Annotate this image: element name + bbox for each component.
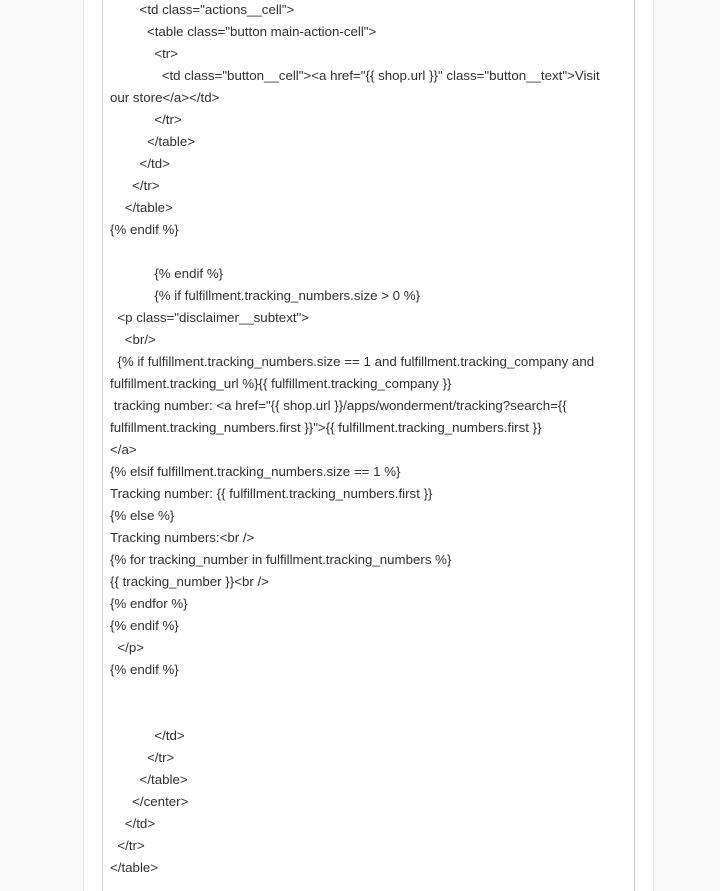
code-line-21: </a> — [110, 442, 137, 457]
code-line-23: Tracking number: {{ fulfillment.tracking_numbers.first }} — [110, 486, 433, 501]
code-line-4: <td class="button__cell"><a href="{{ shop.url }}" class="button__text">Visit — [110, 68, 600, 83]
code-line-15: <p class="disclaimer__subtext"> — [110, 310, 310, 325]
code-lines — [110, 0, 626, 879]
code-line-7: </table> — [110, 134, 196, 149]
code-line-36: </table> — [110, 772, 188, 787]
code-line-32 — [110, 681, 626, 703]
code-line-38: </td> — [110, 816, 156, 831]
code-line-10: </table> — [110, 200, 173, 215]
code-line-9: </tr> — [110, 178, 160, 193]
code-line-24: {% else %} — [110, 508, 175, 523]
code-line-27: {{ tracking_number }}<br /> — [110, 574, 269, 589]
code-line-1: <td class="actions__cell"> — [110, 2, 295, 17]
code-line-40: </table> — [110, 860, 159, 875]
code-line-2: <table class="button main-action-cell"> — [110, 24, 377, 39]
code-line-33 — [110, 703, 626, 725]
code-line-8: </td> — [110, 156, 170, 171]
code-editor[interactable] — [102, 0, 635, 891]
code-line-22: {% elsif fulfillment.tracking_numbers.size == 1 %} — [110, 464, 401, 479]
code-line-26: {% for tracking_number in fulfillment.tracking_numbers %} — [110, 552, 452, 567]
code-line-31: {% endif %} — [110, 662, 179, 677]
code-line-25: Tracking numbers:<br /> — [110, 530, 255, 545]
code-line-3: <tr> — [110, 46, 178, 61]
code-line-6: </tr> — [110, 112, 182, 127]
code-line-14: {% if fulfillment.tracking_numbers.size > 0 %} — [110, 288, 421, 303]
code-line-29: {% endif %} — [110, 618, 179, 633]
code-line-37: </center> — [110, 794, 189, 809]
code-line-18: fulfillment.tracking_url %}{{ fulfillment.tracking_company }} — [110, 376, 452, 391]
code-line-20: fulfillment.tracking_numbers.first }}">{{ fulfillment.tracking_numbers.first }} — [110, 420, 542, 435]
code-line-39: </tr> — [110, 838, 145, 853]
code-line-17: {% if fulfillment.tracking_numbers.size == 1 and fulfillment.tracking_company and — [110, 354, 595, 369]
code-line-5: our store</a></td> — [110, 90, 220, 105]
code-line-12 — [110, 241, 626, 263]
code-line-34: </td> — [110, 728, 185, 743]
code-line-28: {% endfor %} — [110, 596, 188, 611]
code-line-19: tracking number: <a href="{{ shop.url }}/apps/wonderment/tracking?search={{ — [110, 398, 567, 413]
code-line-11: {% endif %} — [110, 222, 179, 237]
code-line-35: </tr> — [110, 750, 175, 765]
code-line-30: </p> — [110, 640, 145, 655]
code-line-16: <br/> — [110, 332, 156, 347]
code-line-13: {% endif %} — [110, 266, 224, 281]
